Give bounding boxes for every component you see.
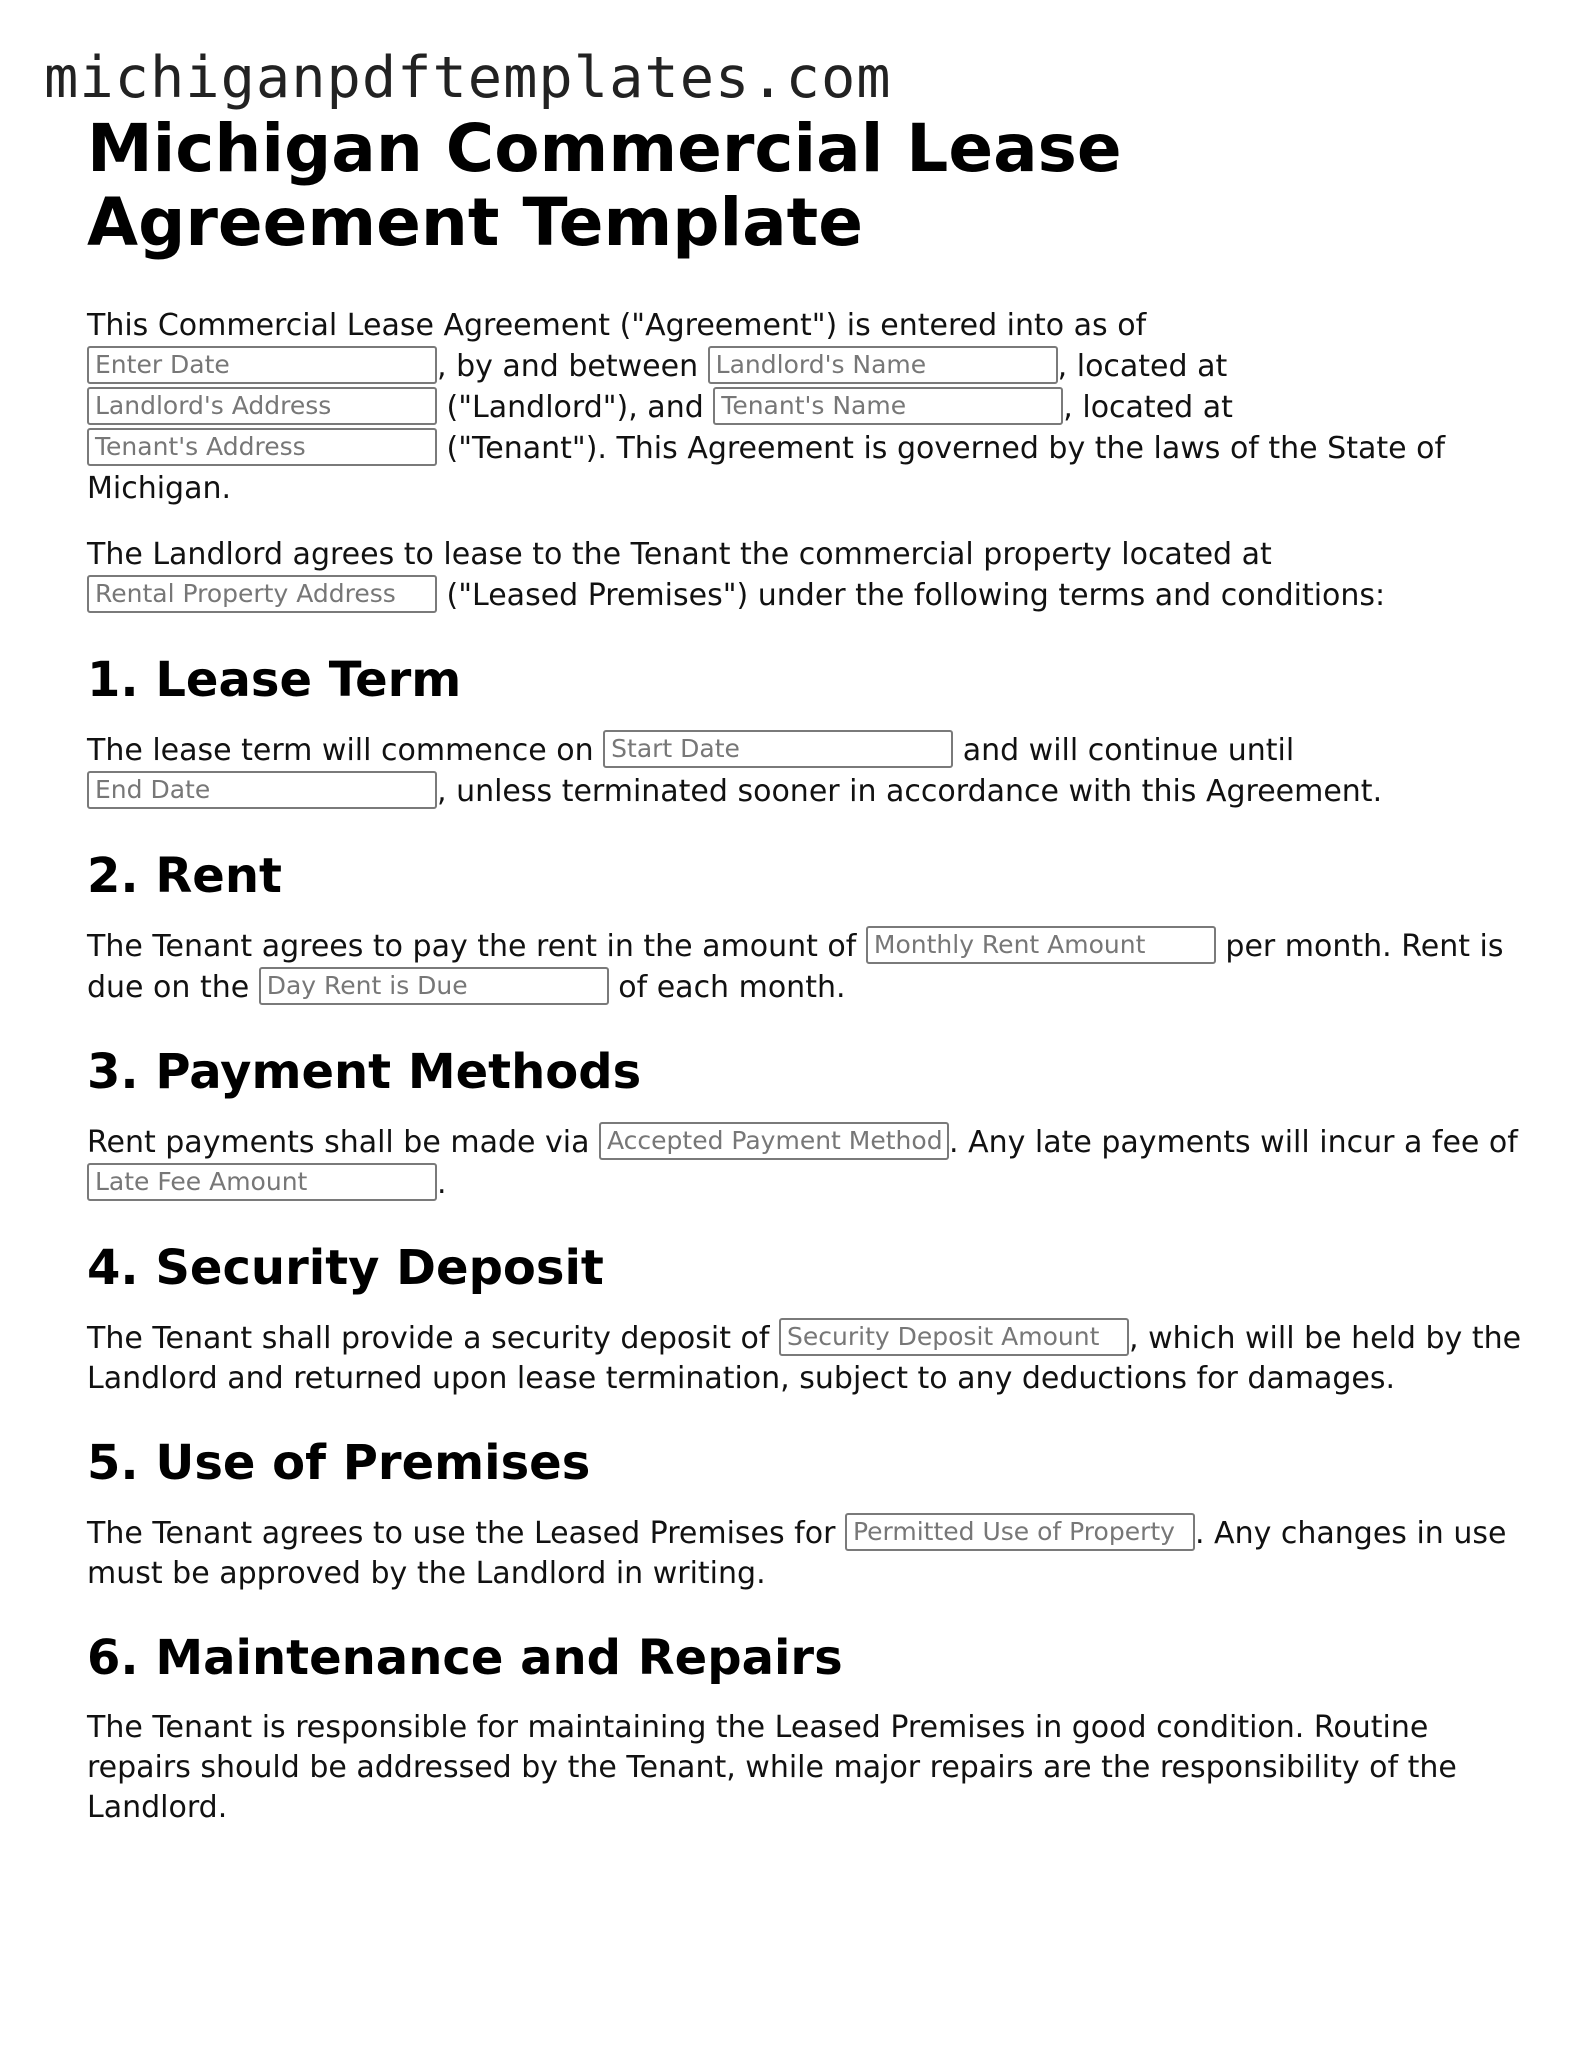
payment-text-1: Rent payments shall be made via (87, 1125, 599, 1160)
deposit-text-2: , which will be held by the Landlord and returned upon lease termination, subject to any deductions for damages. (87, 1321, 1522, 1396)
intro-text-2: , by and between (437, 349, 708, 384)
lease-term-text-3: , unless terminated sooner in accordance with this Agreement. (437, 774, 1383, 809)
use-of-premises-paragraph (87, 1513, 1527, 1594)
permitted-use-field[interactable]: Permitted Use of Property (845, 1513, 1195, 1551)
site-watermark: michiganpdftemplates.com (44, 45, 892, 111)
rental-property-address-field[interactable]: Rental Property Address (87, 575, 437, 613)
end-date-field[interactable]: End Date (87, 771, 437, 809)
security-deposit-paragraph (87, 1318, 1527, 1399)
landlord-address-field[interactable]: Landlord's Address (87, 387, 437, 425)
lease-term-paragraph (87, 730, 1527, 812)
lease-term-heading: 1. Lease Term (87, 652, 462, 708)
intro-text-3: , located at (1057, 349, 1228, 384)
maintenance-paragraph: The Tenant is responsible for maintaining the Leased Premises in good condition. Routine repairs should be addressed by the Tenant, while major repairs are the responsibility of the Landlord. (87, 1710, 1457, 1825)
use-text-1: The Tenant agrees to use the Leased Premises for (87, 1516, 845, 1551)
rent-heading: 2. Rent (87, 848, 282, 904)
use-of-premises-heading: 5. Use of Premises (87, 1435, 591, 1491)
document-title: Michigan Commercial Lease Agreement Template (87, 110, 1122, 261)
premises-text-2: ("Leased Premises") under the following terms and conditions: (437, 578, 1386, 613)
monthly-rent-amount-field[interactable]: Monthly Rent Amount (866, 926, 1216, 964)
payment-methods-paragraph (87, 1122, 1527, 1204)
rent-text-1: The Tenant agrees to pay the rent in the amount of (87, 929, 866, 964)
use-text-2: . Any changes in use must be approved by the Landlord in writing. (87, 1516, 1507, 1591)
rent-paragraph (87, 926, 1527, 1008)
payment-method-field[interactable]: Accepted Payment Method (599, 1122, 949, 1160)
landlord-name-field[interactable]: Landlord's Name (708, 346, 1058, 384)
maintenance-heading: 6. Maintenance and Repairs (87, 1630, 843, 1686)
premises-text-1: The Landlord agrees to lease to the Tenant the commercial property located at (87, 537, 1272, 572)
intro-text-1: This Commercial Lease Agreement ("Agreement") is entered into as of (87, 308, 1147, 343)
payment-text-3: . (437, 1166, 447, 1201)
tenant-address-field[interactable]: Tenant's Address (87, 428, 437, 466)
premises-paragraph (87, 535, 1527, 616)
lease-term-text-2: and will continue until (953, 733, 1295, 768)
rent-text-2: per month. Rent is due on the (87, 929, 1504, 1005)
intro-text-4: ("Landlord"), and (437, 390, 714, 425)
lease-term-text-1: The lease term will commence on (87, 733, 604, 768)
agreement-date-field[interactable]: Enter Date (87, 346, 437, 384)
intro-paragraph (87, 306, 1527, 509)
intro-text-6: ("Tenant"). This Agreement is governed by the laws of the State of Michigan. (87, 431, 1446, 506)
rent-due-day-field[interactable]: Day Rent is Due (259, 967, 609, 1005)
rent-text-3: of each month. (608, 970, 846, 1005)
tenant-name-field[interactable]: Tenant's Name (713, 387, 1063, 425)
payment-text-2: . Any late payments will incur a fee of (949, 1125, 1518, 1160)
security-deposit-heading: 4. Security Deposit (87, 1240, 604, 1296)
start-date-field[interactable]: Start Date (603, 730, 953, 768)
late-fee-amount-field[interactable]: Late Fee Amount (87, 1163, 437, 1201)
intro-text-5: , located at (1063, 390, 1233, 425)
payment-methods-heading: 3. Payment Methods (87, 1044, 642, 1100)
security-deposit-amount-field[interactable]: Security Deposit Amount (779, 1318, 1129, 1356)
document-body (87, 112, 1527, 1828)
deposit-text-1: The Tenant shall provide a security deposit of (87, 1321, 780, 1356)
